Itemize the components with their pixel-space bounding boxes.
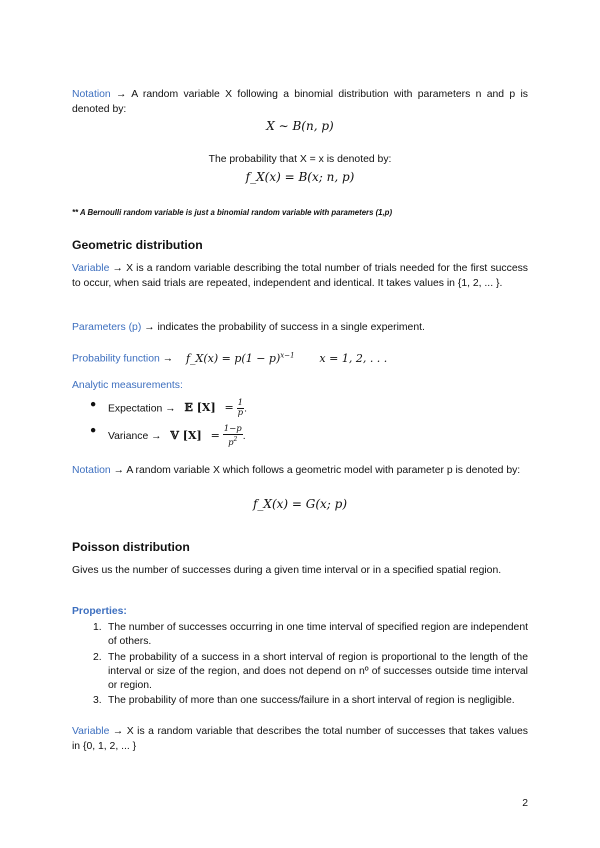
bullet-dot: ● xyxy=(90,399,97,410)
variance-den-exponent: 2 xyxy=(233,436,238,443)
variable-label: Variable xyxy=(72,726,110,737)
arrow: → xyxy=(151,431,162,443)
variable-text: X is a random variable describing the total number of trials needed for the first success to occur, when said trials are repeated, independent and identical. It takes values in {1, 2, ... }. xyxy=(72,263,528,289)
arrow: → xyxy=(144,322,155,333)
notation-label: Notation xyxy=(72,89,111,100)
pf-domain: x = 1, 2, . . . xyxy=(319,351,388,365)
pf-label: Probability function xyxy=(72,353,160,365)
parameters-text: indicates the probability of success in a single experiment. xyxy=(157,322,425,333)
probability-function-row xyxy=(72,348,528,367)
period: . xyxy=(242,431,246,443)
geometric-title: Geometric distribution xyxy=(72,238,203,252)
list-number: 1. xyxy=(93,622,102,633)
notation-text: A random variable X which follows a geometric model with parameter p is denoted by: xyxy=(126,465,521,476)
pf-formula xyxy=(186,352,295,365)
expectation-numerator: 1 xyxy=(237,398,244,408)
expectation-lhs: 𝔼 [X] xyxy=(184,401,216,415)
variance-lhs: 𝕍 [X] xyxy=(170,429,202,443)
poisson-title: Poisson distribution xyxy=(72,540,190,554)
variable-text: X is a random variable that describes the total number of successes that takes values in {0, 1, 2, ... } xyxy=(72,726,528,752)
variance-denominator xyxy=(223,435,243,448)
page-number: 2 xyxy=(522,798,528,809)
poisson-variable-paragraph xyxy=(72,724,528,754)
arrow: → xyxy=(112,726,124,737)
period: . xyxy=(244,403,247,415)
list-item xyxy=(93,694,528,708)
binomial-formula: X ∼ B(n, p) xyxy=(266,119,334,133)
variance-den-base: p xyxy=(228,437,234,448)
arrow: → xyxy=(162,353,174,365)
geometric-notation-paragraph xyxy=(72,463,528,478)
equals-sign: = xyxy=(224,401,234,415)
bernoulli-footnote: ** A Bernoulli random variable is just a binomial random variable with parameters (1,p) xyxy=(72,208,393,217)
poisson-intro: Gives us the number of successes during a given time interval or in a specified spatial region. xyxy=(72,565,502,576)
pf-exponent: x−1 xyxy=(280,351,295,359)
probability-formula: f_X(x) = B(x; n, p) xyxy=(245,170,355,184)
binomial-notation-paragraph xyxy=(72,87,528,117)
properties-label: Properties: xyxy=(72,606,127,617)
equals-sign: = xyxy=(210,429,220,443)
analytic-label: Analytic measurements: xyxy=(72,380,183,391)
expectation-denominator: p xyxy=(237,408,244,418)
notation-label: Notation xyxy=(72,465,111,476)
list-text: The probability of more than one success/failure in a short interval of region is negligible. xyxy=(108,695,515,706)
list-text: The number of successes occurring in one time interval of specified region are independent of others. xyxy=(108,622,528,647)
variable-label: Variable xyxy=(72,263,110,274)
arrow: → xyxy=(112,263,123,274)
variance-row xyxy=(108,425,246,448)
variance-numerator: 1−p xyxy=(223,424,242,434)
list-item xyxy=(93,621,528,649)
geometric-notation-formula: f_X(x) = G(x; p) xyxy=(252,497,348,511)
geometric-variable-paragraph xyxy=(72,261,528,291)
expectation-row xyxy=(108,399,247,418)
list-text: The probability of a success in a short interval of region is proportional to the length of the interval or size of the region, and does not depend on nº of successes outside time interval or region. xyxy=(108,652,528,691)
variance-label: Variance xyxy=(108,431,149,443)
probability-text: The probability that X = x is denoted by: xyxy=(208,154,392,165)
arrow: → xyxy=(113,465,124,476)
arrow: → xyxy=(165,403,176,415)
parameters-paragraph xyxy=(72,320,528,335)
list-number: 3. xyxy=(93,695,102,706)
pf-formula-main: f_X(x) = p(1 − p) xyxy=(185,351,281,365)
variance-fraction xyxy=(223,425,243,448)
arrow: → xyxy=(116,89,127,100)
list-number: 2. xyxy=(93,652,102,663)
bullet-dot: ● xyxy=(90,425,97,436)
expectation-label: Expectation xyxy=(108,403,163,415)
notation-text: A random variable X following a binomial distribution with parameters n and p is denoted by: xyxy=(72,89,528,115)
expectation-fraction xyxy=(237,399,244,418)
parameters-label: Parameters (p) xyxy=(72,322,142,333)
list-item xyxy=(93,651,528,693)
